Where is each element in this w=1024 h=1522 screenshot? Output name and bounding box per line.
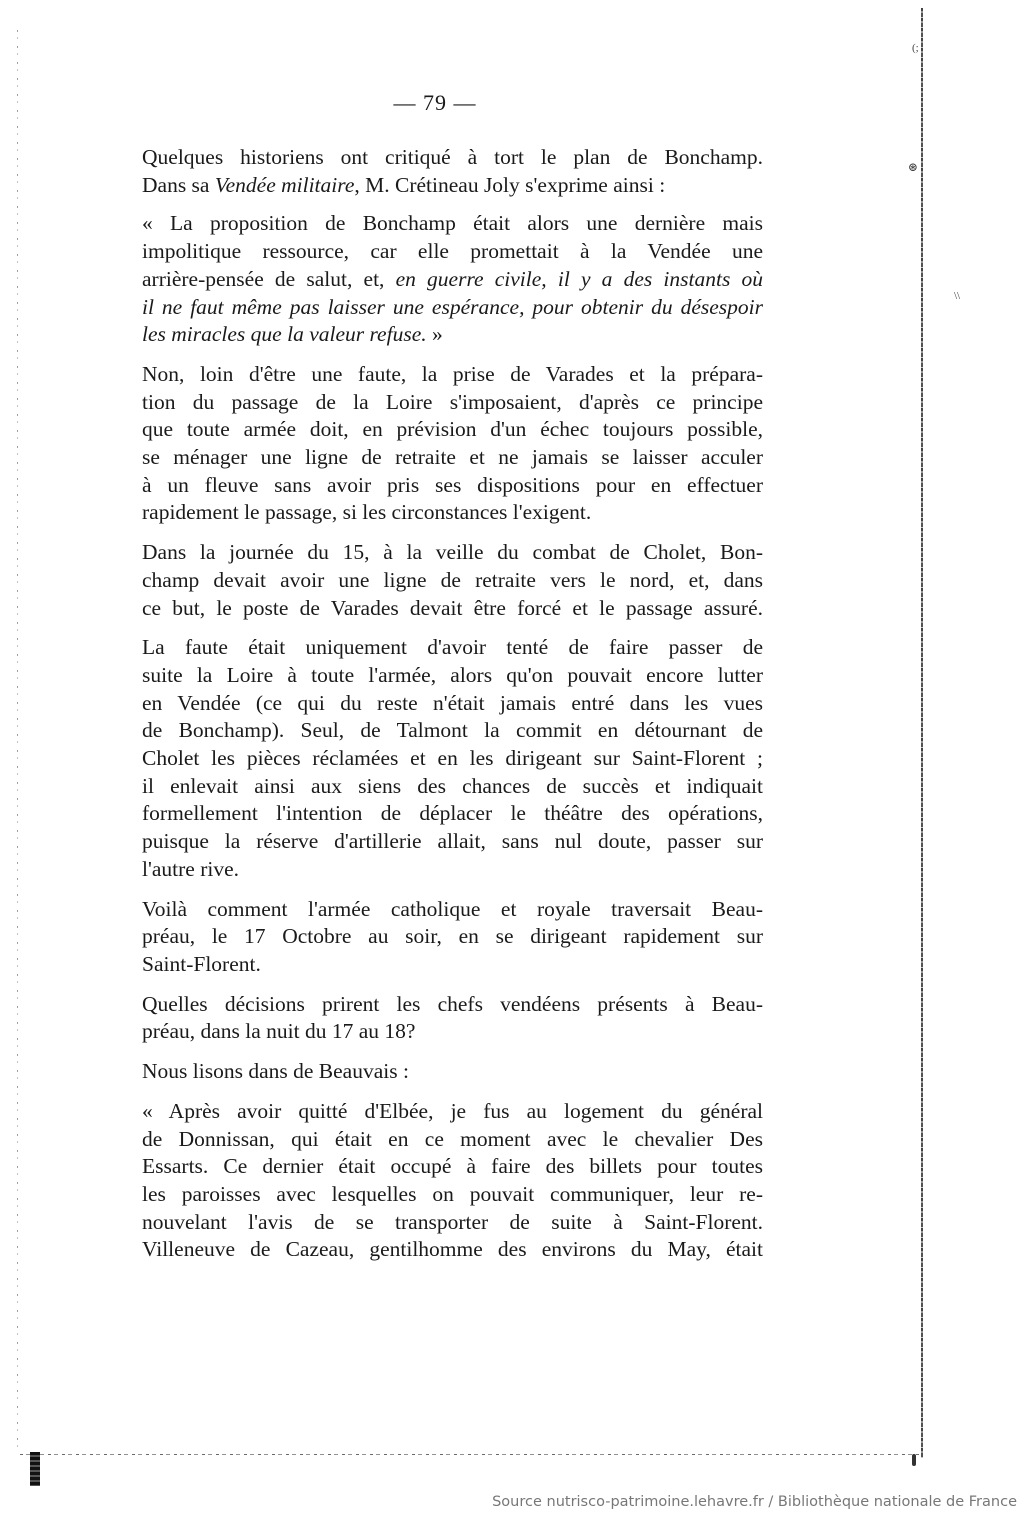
page-number: — 79 —	[393, 90, 477, 115]
paragraph	[117, 144, 763, 199]
text-line: de Donnissan, qui était en ce moment avec le chevalier Des	[142, 1126, 763, 1151]
text-line: Non, loin d'être une faute, la prise de Varades et la prépara-	[142, 361, 763, 386]
text-line: « La proposition de Bonchamp était alors une dernière mais	[142, 211, 763, 236]
paragraph	[117, 361, 763, 527]
text-line: les miracles que la valeur refuse. »	[142, 322, 443, 347]
text-line: que toute armée doit, en prévision d'un échec toujours possible,	[142, 417, 763, 442]
text-line: à un fleuve sans avoir pris ses dispositions pour en effectuer	[142, 472, 763, 497]
text-line: l'autre rive.	[142, 856, 239, 881]
paragraph	[117, 634, 763, 883]
scan-right-corner-artifact	[912, 1454, 916, 1466]
text-line: Dans sa Vendée militaire, M. Crétineau Joly s'exprime ainsi :	[142, 172, 666, 197]
text-line: Essarts. Ce dernier était occupé à faire des billets pour toutes	[142, 1154, 763, 1179]
text-line: nouvelant l'avis de se transporter de suite à Saint-Florent.	[142, 1209, 763, 1234]
text-line: préau, dans la nuit du 17 au 18?	[142, 1019, 416, 1044]
text-line: en Vendée (ce qui du reste n'était jamais entré dans les vues	[142, 690, 763, 715]
text-line: se ménager une ligne de retraite et ne jamais se laisser acculer	[142, 445, 763, 470]
text-line: Quelques historiens ont critiqué à tort le plan de Bonchamp.	[142, 145, 763, 169]
text-line: il enlevait ainsi aux siens des chances de succès et indiquait	[142, 773, 763, 798]
body-text	[117, 144, 763, 1276]
italic-quote: les miracles que la valeur refuse.	[142, 322, 432, 347]
paragraph	[117, 991, 763, 1046]
text-line: Saint-Florent.	[142, 951, 261, 976]
scan-edge-right-artifact	[921, 8, 923, 1458]
library-stamp-icon: ⊛	[908, 160, 919, 174]
italic-title: Vendée militaire	[214, 172, 355, 197]
scan-margin-tick-icon: \\	[954, 290, 961, 302]
text-line: suite la Loire à toute l'armée, alors qu'on pouvait encore lutter	[142, 662, 763, 687]
text-line: impolitique ressource, car elle promettait à la Vendée une	[142, 239, 763, 264]
italic-quote: en guerre civile, il y a des instants où	[395, 266, 763, 291]
source-attribution: Source nutrisco-patrimoine.lehavre.fr / Bibliothèque nationale de France	[492, 1494, 1017, 1510]
text-line: Voilà comment l'armée catholique et royale traversait Beau-	[142, 896, 763, 921]
text-line: de Bonchamp). Seul, de Talmont la commit en détournant de	[142, 718, 763, 743]
text-line: tion du passage de la Loire s'imposaient, d'après ce principe	[142, 389, 763, 414]
text-line: Nous lisons dans de Beauvais :	[142, 1059, 409, 1084]
text-line: « Après avoir quitté d'Elbée, je fus au logement du général	[142, 1098, 763, 1123]
text-line: il ne faut même pas laisser une espérance, pour obtenir du désespoir	[142, 294, 763, 319]
scan-edge-left-artifact	[17, 30, 18, 1450]
quote-paragraph	[117, 210, 763, 349]
text-line: Cholet les pièces réclamées et en les dirigeant sur Saint-Florent ;	[142, 746, 763, 771]
text-line: les paroisses avec lesquelles on pouvait communiquer, leur re-	[142, 1181, 763, 1206]
scan-corner-artifact	[30, 1452, 40, 1486]
text-line: puisque la réserve d'artillerie allait, sans nul doute, passer sur	[142, 829, 763, 854]
text-line: préau, le 17 Octobre au soir, en se dirigeant rapidement sur	[142, 924, 763, 949]
text-line: arrière-pensée de salut, et, en guerre civile, il y a des instants où	[142, 266, 763, 291]
quote-paragraph	[117, 1098, 763, 1264]
text-line: rapidement le passage, si les circonstances l'exigent.	[142, 500, 592, 525]
text-line: Dans la journée du 15, à la veille du combat de Cholet, Bon-	[142, 540, 763, 565]
scan-margin-mark-icon: (;	[912, 42, 919, 54]
text-line: Villeneuve de Cazeau, gentilhomme des environs du May, était	[142, 1237, 763, 1262]
text-line: La faute était uniquement d'avoir tenté de faire passer de	[142, 635, 763, 660]
text-line: ce but, le poste de Varades devait être forcé et le passage assuré.	[142, 595, 763, 620]
paragraph	[117, 539, 763, 622]
text-line: Quelles décisions prirent les chefs vendéens présents à Beau-	[142, 991, 763, 1016]
paragraph	[117, 896, 763, 979]
scan-bottom-edge-artifact	[20, 1454, 920, 1455]
text-line: champ devait avoir une ligne de retraite vers le nord, et, dans	[142, 567, 763, 592]
text-line: formellement l'intention de déplacer le théâtre des opérations,	[142, 801, 763, 826]
paragraph	[117, 1058, 763, 1086]
